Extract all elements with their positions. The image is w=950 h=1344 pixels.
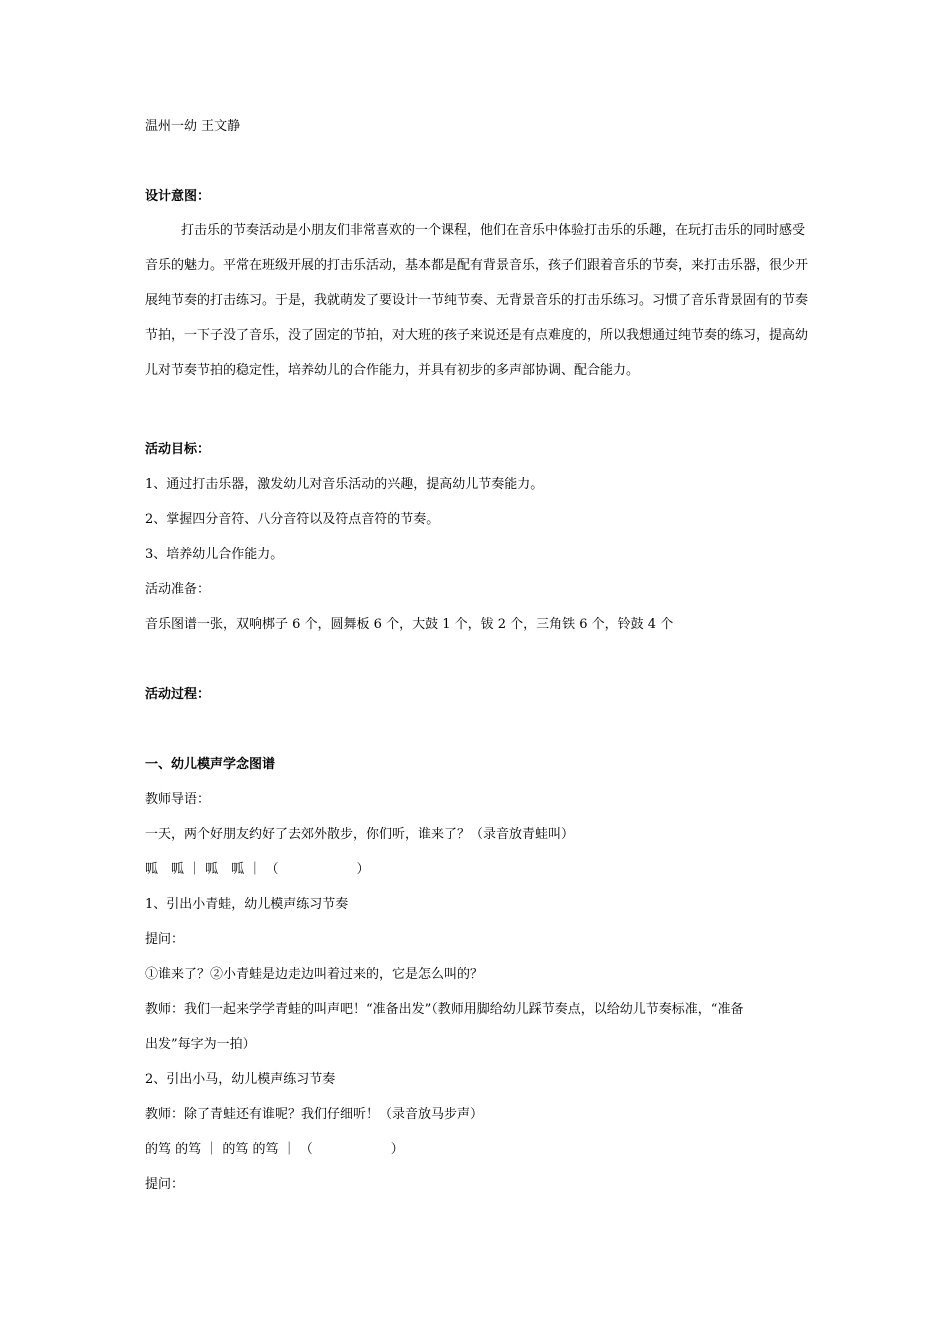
question-label-2: 提问： — [145, 1177, 185, 1192]
section-title: 一、幼儿模声学念图谱 — [145, 757, 276, 772]
teacher-text-1-continued: 出发”每字为一拍） — [145, 1037, 256, 1052]
teacher-text-2: 教师：除了青蛙还有谁呢？我们仔细听！（录音放马步声） — [145, 1107, 484, 1122]
intro-text: 一天，两个好朋友约好了去郊外散步，你们听，谁来了？（录音放青蛙叫） — [145, 827, 575, 842]
goal-item-1: 1、通过打击乐器，激发幼儿对音乐活动的兴趣，提高幼儿节奏能力。 — [145, 477, 544, 492]
horse-rhythm: 的笃 的笃 ｜ 的笃 的笃 ｜ （ ） — [145, 1142, 404, 1157]
goal-item-2: 2、掌握四分音符、八分音符以及符点音符的节奏。 — [145, 512, 440, 527]
goals-heading: 活动目标： — [145, 442, 211, 457]
design-intent-heading: 设计意图： — [145, 189, 211, 204]
process-heading: 活动过程： — [145, 687, 211, 702]
preparation-text: 音乐图谱一张，双响梆子 6 个，圆舞板 6 个，大鼓 1 个，钹 2 个，三角铁 6 个，铃鼓 4 个 — [145, 617, 674, 632]
author-line: 温州一幼 王文静 — [145, 119, 241, 134]
teacher-intro-label: 教师导语： — [145, 792, 211, 807]
design-intent-paragraph: 打击乐的节奏活动是小朋友们非常喜欢的一个课程，他们在音乐中体验打击乐的乐趣，在玩打击乐的同时感受音乐的魅力。平常在班级开展的打击乐活动，基本都是配有背景音乐，孩子们跟着音乐的节奏，来打击乐器，很少开展纯节奏的打击练习。于是，我就萌发了要设计一节纯节奏、无背景音乐的打击乐练习。习惯了音乐背景固有的节奏节拍，一下子没了音乐，没了固定的节拍，对大班的孩子来说还是有点难度的，所以我想通过纯节奏的练习，提高幼儿对节奏节拍的稳定性，培养幼儿的合作能力，并具有初步的多声部协调、配合能力。 — [145, 223, 809, 378]
step-1: 1、引出小青蛙，幼儿模声练习节奏 — [145, 897, 349, 912]
question-label-1: 提问： — [145, 932, 185, 947]
frog-rhythm: 呱 呱 ｜ 呱 呱 ｜ （ ） — [145, 862, 370, 877]
document-body — [145, 118, 810, 1193]
preparation-heading: 活动准备： — [145, 582, 211, 597]
step-2: 2、引出小马，幼儿模声练习节奏 — [145, 1072, 336, 1087]
goal-item-3: 3、培养幼儿合作能力。 — [145, 547, 284, 562]
teacher-text-1: 教师：我们一起来学学青蛙的叫声吧！“准备出发”（教师用脚给幼儿踩节奏点，以给幼儿节奏标准，“准备 — [145, 1002, 744, 1017]
questions-1: ①谁来了？②小青蛙是边走边叫着过来的，它是怎么叫的？ — [145, 967, 484, 982]
